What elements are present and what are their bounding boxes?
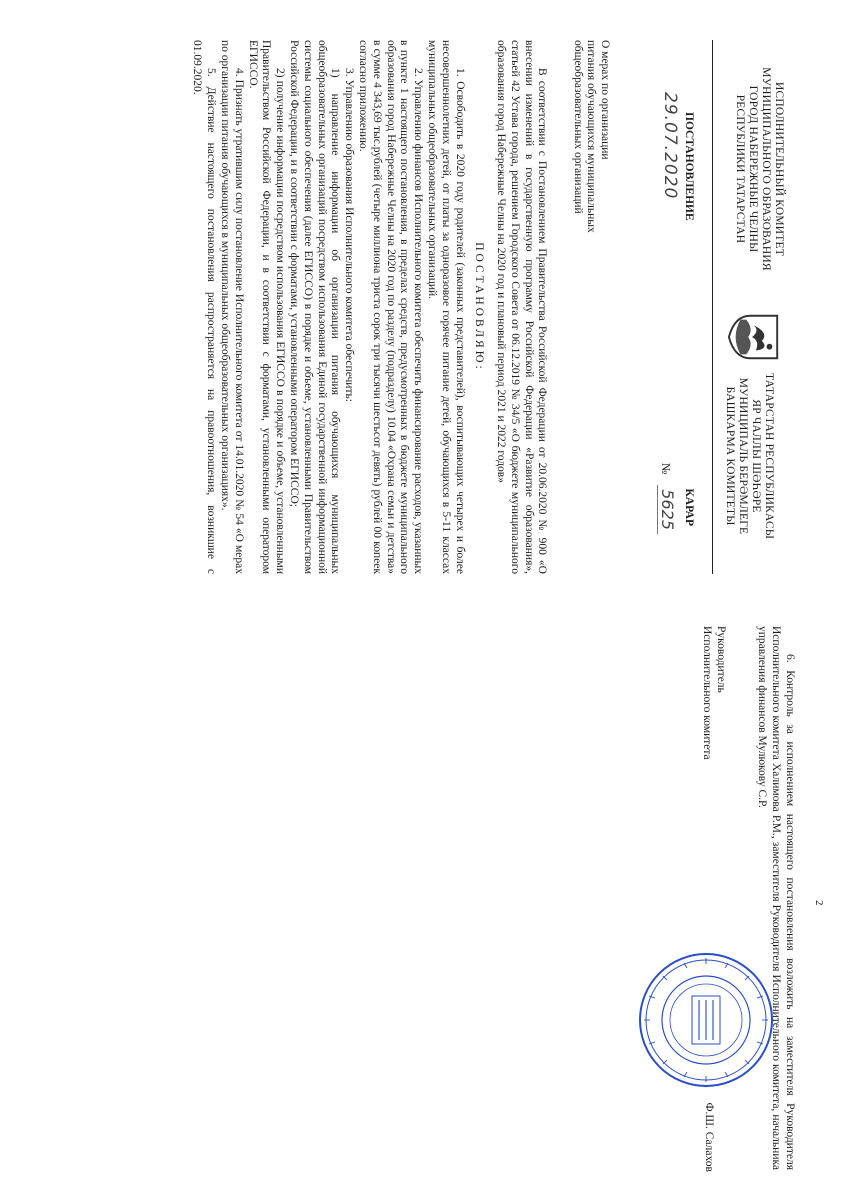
document-subject [571,40,612,260]
letterhead-line: МУНИЦИПАЛЬНОГО ОБРАЗОВАНИЯ [760,67,772,271]
document-type-tatar: КАРАР [683,488,695,526]
letterhead [658,40,793,574]
letterhead-line: ГОРОД НАБЕРЕЖНЫЕ ЧЕЛНЫ [747,85,759,253]
subject-line: общеобразовательных организаций [572,40,584,214]
number-label: № [659,462,673,475]
handwritten-date: 29.07.2020 [660,92,680,200]
document-body [190,40,549,574]
letterhead-line: ЯР ЧАЛЛЫ ШӘҺӘРЕ [750,399,762,513]
letterhead-line: БАШКАРМА КОМИТЕТЫ [724,386,736,526]
signature-title [700,626,728,760]
decree-page-2 [0,600,848,1200]
control-item: 6. Контроль за исполнением настоящего постановления возложить на заместителя Руководителя Исполнительного комитета Халимова Р.М., заместителя Руководителя Исполнительного комитета, начальника управления финансов Мулюкову С.Р. [756,626,796,1170]
handwritten-number: 5625 [657,485,677,534]
decree-item: 1. Освободить в 2020 году родителей (законных представителей), воспитывающих четырех и более несовершеннолетних детей, от платы за одноразовое горячее питание детей, обучающихся в 5-11 классах муниципальных общеобразовательных организаций. [425,40,466,574]
document-number [658,463,675,534]
letterhead-line: ТАТАРСТАН РЕСПУБЛИКАСЫ [763,372,775,540]
signature-title-line: Исполнительного комитета [701,626,713,760]
decree-item: 3. Управлению образования Исполнительного комитета обеспечить: [343,68,356,402]
preamble: В соответствии с Постановлением Правительства Российской Федерации от 20.06.2020 № 900 «О внесении изменений в государственную программу Российской Федерации «Развитие образования», статьей 42 Устава города, решением Городского Совета от 06.12.2019 № 34/5 «О бюджете муниципального образования город Набережные Челны на 2020 год и плановый период 2021 и 2022 годов» [495,40,549,574]
decree-subitem: 1) направление информации об организации питания обучающихся муниципальных общеобразовательных организаций посредством использования Единой государственной информационной системы социального обеспечения (далее ЕГИССО) в порядке и объеме, установленными Правительством Российской Федерации, и в соответствии с форматами, установленными оператором ЕГИССО; [287,40,342,574]
official-seal-icon [636,950,776,1090]
decree-heading: ПОСТАНОВЛЯЮ: [473,242,486,372]
letterhead-tatar [723,338,775,574]
letterhead-russian [733,46,785,292]
signature-title-line: Руководитель [715,626,727,693]
letterhead-line: ИСПОЛНИТЕЛЬНЫЙ КОМИТЕТ [773,82,785,256]
decree-subitem: 2) получение информации посредством использования ЕГИССО в порядке и объеме, установленными Правительством Российской Федерации, и в соответствии с форматами, установленными оператором ЕГИССО. [246,40,287,574]
document-type: ПОСТАНОВЛЕНИЕ [683,112,695,221]
header-divider [712,40,713,574]
decree-item: 4. Признать утратившим силу постановление Исполнительного комитета от 14.01.2020 № 54 «О мерах по организации питания обучающихся в муниципальных общеобразовательных организациях». [218,40,245,574]
subject-line: О мерах по организации [599,40,611,160]
decree-item: 2. Управлению финансов Исполнительного комитета обеспечить финансирование расходов, указанных в пункте 1 настоящего постановления, в пределах средств, предусмотренных в бюджете муниципального образования город Набережные Челны на 2020 год по разделу (подразделу) 10.04 «Охрана семьи и детства» в сумме 4 343,69 тыс.рублей (четыре миллиона триста сорок три тысячи шестьсот девять) рублей 00 копеек согласно приложению. [356,40,425,574]
page-number: 2 [813,900,825,906]
signer-name: Ф.Ш. Салахов [703,1102,715,1172]
letterhead-line: МУНИЦИПАЛЬ БЕРӘМЛЕГЕ [737,377,749,535]
subject-line: питания обучающихся муниципальных [585,40,598,233]
letterhead-line: РЕСПУБЛИКИ ТАТАРСТАН [734,94,746,244]
decree-item: 5. Действие настоящего постановления распространяется на правоотношения, возникшие с 01.09.2020. [191,40,218,574]
